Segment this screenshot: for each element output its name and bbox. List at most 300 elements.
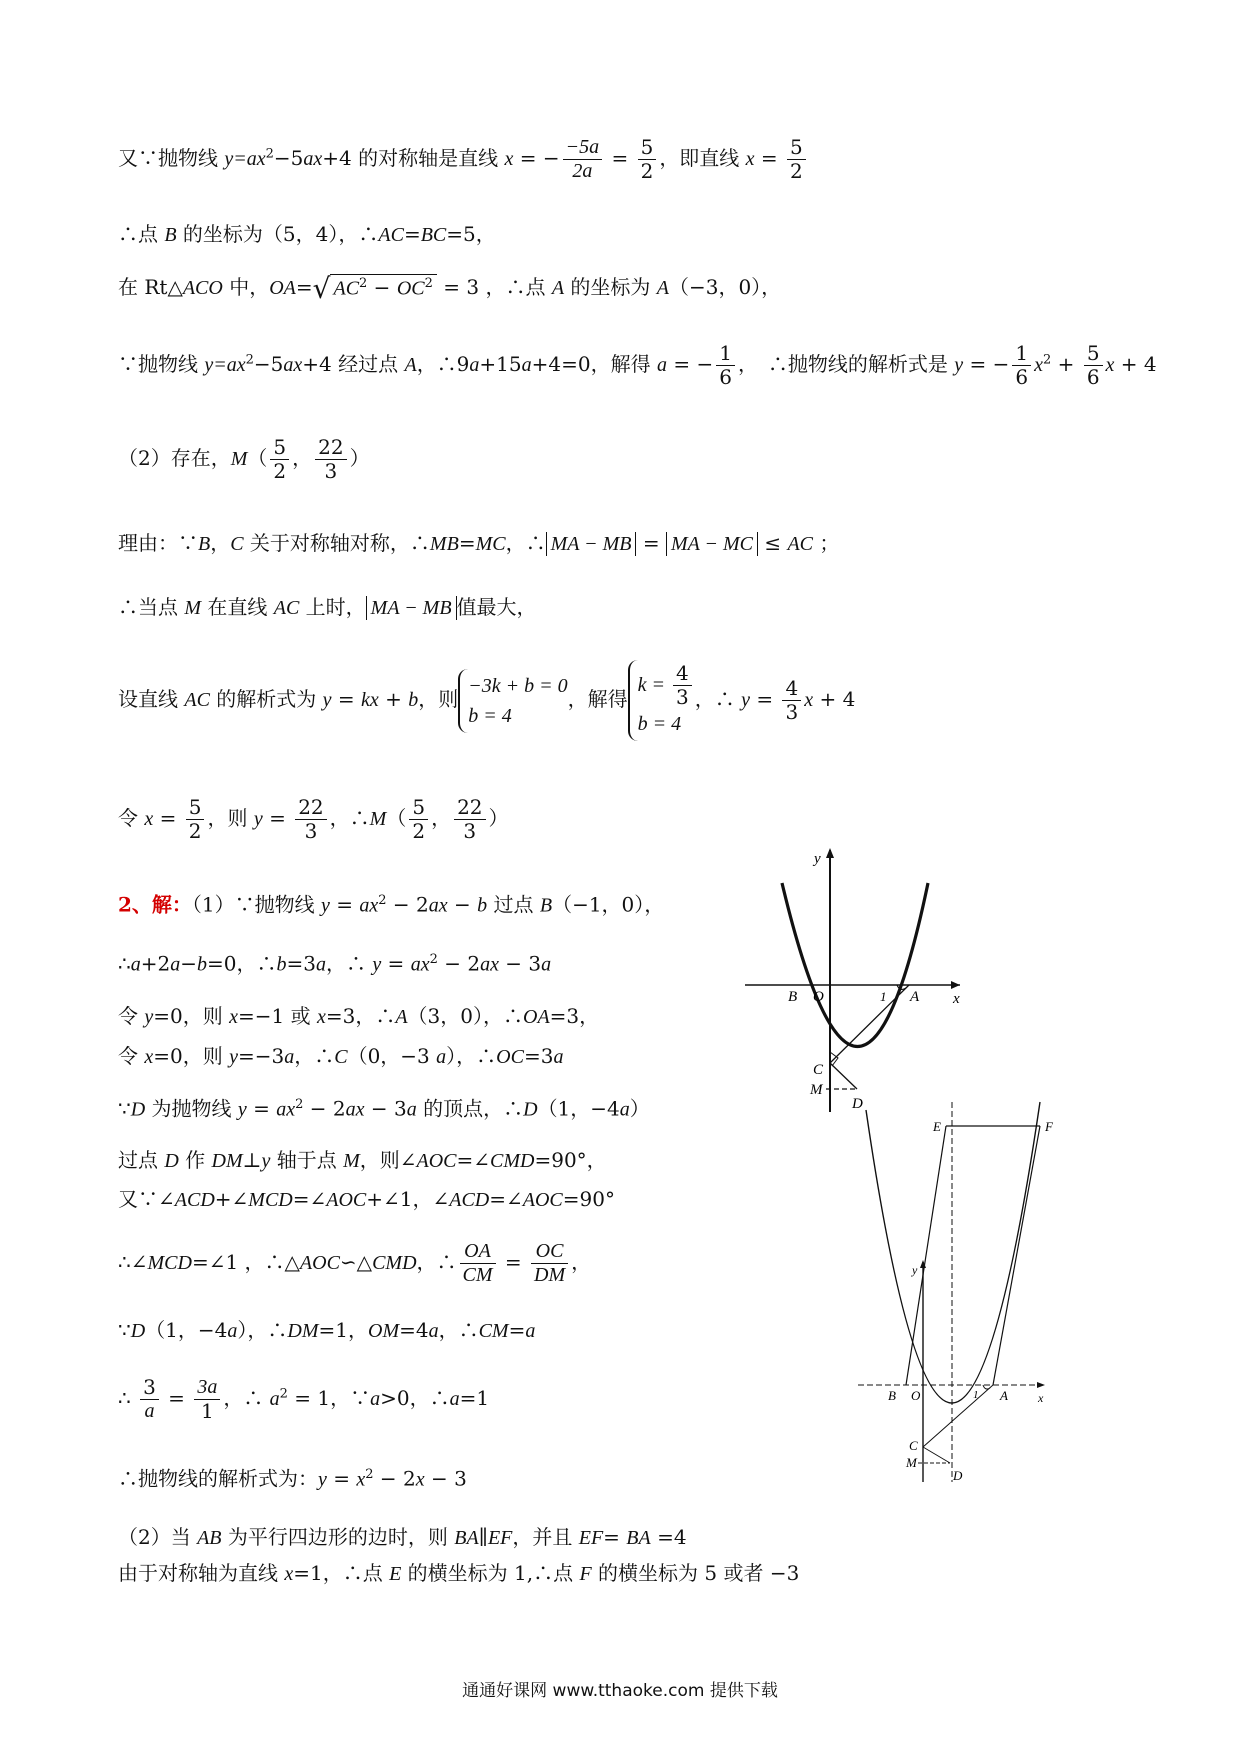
denominator: 6 (719, 365, 732, 389)
text: ） (629, 1096, 650, 1121)
var: CMD (490, 1150, 535, 1172)
var: MC (475, 533, 506, 555)
var: ax (345, 1098, 365, 1121)
var: MCD (248, 1189, 293, 1211)
var: y (372, 953, 382, 976)
sup: 2 (359, 276, 368, 291)
var: OA (523, 1006, 550, 1028)
text: = (605, 146, 635, 170)
text: ； (813, 531, 840, 555)
text: ，∴ (416, 1250, 457, 1274)
var: x (745, 148, 755, 170)
var: BA (454, 1527, 479, 1549)
var: A (656, 277, 669, 300)
var: C (334, 1046, 348, 1068)
var: ax (480, 953, 499, 976)
denominator: 1 (200, 1399, 214, 1423)
label-d: D (852, 1096, 863, 1112)
text: （2）当 (118, 1525, 198, 1549)
var: a (521, 354, 532, 376)
text: +∠ (214, 1187, 249, 1211)
segment-ac (923, 1385, 993, 1447)
text: = (246, 1096, 277, 1121)
var: x (1105, 354, 1115, 376)
text: ∴∠ (118, 1250, 148, 1274)
equation-system (458, 669, 567, 733)
label-f: F (1045, 1119, 1053, 1134)
var: a (406, 1098, 417, 1121)
text: 令 (118, 1044, 145, 1068)
text: 的坐标为（5，4），∴ (176, 222, 379, 246)
text: 上时， (299, 595, 366, 619)
sup: 2 (1043, 352, 1052, 368)
sup: 2 (429, 952, 438, 967)
text: ∵ (118, 1096, 131, 1121)
text: =∠ (292, 1187, 327, 1211)
var: A (551, 277, 565, 300)
x-axis-arrow (1037, 1382, 1045, 1388)
text: − (367, 275, 397, 300)
var: CM (478, 1320, 509, 1342)
numerator: 1 (1012, 342, 1031, 366)
fraction (409, 796, 428, 843)
text: − (180, 951, 197, 976)
text: =90° (562, 1187, 615, 1211)
text: 关于对称轴对称，∴ (243, 531, 430, 555)
text: ， (210, 531, 231, 555)
label-x: x (953, 991, 960, 1007)
denominator: 2 (188, 819, 202, 843)
text: 在 Rt△ (118, 275, 183, 300)
text: ，∴ (223, 1386, 270, 1410)
text: ，∴ (438, 1318, 479, 1342)
numerator: 5 (1084, 342, 1103, 366)
numerator: 3 (140, 1376, 159, 1400)
denominator: 3 (324, 459, 338, 483)
var: BC (420, 224, 447, 246)
text: ，并且 (512, 1525, 579, 1549)
var: y (741, 689, 750, 711)
var: D (164, 1150, 179, 1172)
var: AB (197, 1527, 222, 1549)
text: = (498, 1250, 528, 1274)
var: AOC (522, 1189, 563, 1211)
text: =0，∴ (206, 951, 277, 976)
label-o: O (813, 989, 824, 1005)
var: MCD (147, 1252, 192, 1274)
text: ⊥ (242, 1148, 262, 1172)
text: ），∴ (237, 1318, 288, 1342)
label-d: D (953, 1468, 963, 1483)
text: = − (666, 352, 714, 376)
equation-row: b = 4 (468, 704, 512, 727)
numerator: 1 (716, 342, 735, 366)
var: y (144, 1006, 154, 1028)
denominator: 2 (273, 459, 287, 483)
var: x (144, 808, 154, 830)
text: +4 的对称轴是直线 (322, 146, 505, 170)
var: D (130, 1098, 146, 1121)
numerator: OC (531, 1240, 568, 1264)
text: ，则 (207, 806, 254, 830)
numerator: 22 (315, 436, 346, 460)
var: kx (361, 689, 379, 711)
denominator: 3 (785, 700, 799, 724)
absolute-value: MA − MB (546, 532, 637, 556)
var: b (276, 953, 287, 976)
label-a: A (910, 989, 920, 1005)
var: k = (637, 674, 671, 696)
fraction (531, 1240, 568, 1287)
text: =4 (650, 1525, 687, 1549)
text: =4 (399, 1318, 429, 1342)
text: = (326, 1466, 357, 1491)
sup: 2 (378, 893, 387, 908)
numerator: 22 (454, 796, 485, 820)
text: − 2 (303, 1096, 346, 1121)
var: ax (303, 148, 323, 170)
var: E (389, 1563, 402, 1585)
fraction (315, 436, 346, 483)
denominator: CM (462, 1264, 493, 1286)
var: a (315, 953, 326, 976)
text: ，解得 (567, 687, 628, 711)
text: 轴于点 (270, 1148, 344, 1172)
fraction (270, 436, 289, 483)
text: （ (386, 806, 407, 830)
denominator: 3 (304, 819, 318, 843)
text: ， (292, 446, 313, 470)
fraction (638, 136, 657, 183)
var: A (404, 354, 417, 376)
var: AC (333, 277, 360, 300)
text: ，则 (418, 687, 459, 711)
angle-mark (983, 1385, 990, 1389)
absolute-value: MA − MB (366, 596, 457, 620)
text: − 2 (437, 951, 481, 976)
text: ∵ (118, 1318, 131, 1342)
var: y (322, 689, 332, 711)
text: 的横坐标为 1,∴点 (401, 1561, 580, 1585)
text: = − (513, 146, 560, 170)
var: a (656, 354, 667, 376)
line-18 (118, 1320, 535, 1341)
var: CMD (372, 1252, 417, 1274)
text: − 3 (424, 1466, 467, 1491)
label-o: O (911, 1388, 921, 1403)
text: =0，则 (153, 1044, 230, 1068)
denominator: 2 (412, 819, 426, 843)
var: a (370, 1388, 381, 1410)
text: ， (571, 1250, 592, 1274)
line-19 (118, 1376, 489, 1423)
text: ，∴ (329, 806, 370, 830)
text: ∽△ (339, 1250, 373, 1274)
fraction (460, 1240, 496, 1287)
label-1: 1 (973, 1389, 979, 1401)
x-axis-arrow (951, 981, 960, 989)
var: y (954, 354, 964, 376)
text: ，∴ (694, 687, 742, 711)
var: a (436, 1046, 447, 1068)
equation-row (638, 662, 695, 709)
text: = (161, 1386, 192, 1410)
fraction (673, 662, 692, 709)
text: = (754, 146, 785, 170)
var: C (230, 533, 244, 555)
equation-row: −3k + b = 0 (468, 674, 568, 697)
var: MB (429, 533, 459, 555)
fraction (454, 796, 485, 843)
var: a (284, 1046, 295, 1068)
fraction (563, 136, 603, 183)
label-m: M (810, 1082, 823, 1098)
text: ） (349, 446, 370, 470)
text: = (403, 222, 421, 246)
line-6 (118, 532, 839, 556)
label-b: B (788, 989, 798, 1005)
numerator: 5 (787, 136, 806, 160)
var: M (184, 597, 202, 619)
var: a (469, 354, 480, 376)
numerator: OA (460, 1240, 496, 1264)
var: ax (283, 354, 303, 376)
figure-1-parabola-graph (740, 845, 980, 1125)
text: （1，−4 (145, 1318, 228, 1342)
text: =3 (286, 951, 316, 976)
line-16 (118, 1189, 615, 1210)
text: + (1051, 352, 1081, 376)
var: x (1034, 354, 1044, 376)
text: ， ∴抛物线的解析式是 (737, 352, 955, 376)
var: DM (287, 1320, 319, 1342)
text: −5 (253, 352, 284, 376)
line-12 (118, 1006, 599, 1027)
text: 令 (118, 1004, 145, 1028)
text: 中， (222, 275, 270, 300)
text: 由于对称轴为直线 (118, 1561, 285, 1585)
parabola-curve (866, 1102, 1040, 1403)
y-axis-arrow (826, 848, 834, 858)
equation-row: b = 4 (637, 713, 682, 735)
var: a (525, 1320, 536, 1342)
text: =∠1 ，∴△ (191, 1250, 300, 1274)
var: y=ax (224, 148, 266, 170)
var: x (804, 689, 814, 711)
text: =3，∴ (325, 1004, 396, 1028)
var: B (164, 224, 177, 246)
var: x (284, 1563, 294, 1585)
text: =90°， (534, 1148, 607, 1172)
var: a (269, 1388, 280, 1410)
denominator: 6 (1015, 365, 1029, 389)
text: 设直线 (118, 687, 185, 711)
var: b (196, 953, 207, 976)
var: x (415, 1468, 425, 1491)
text: 又∵抛物线 (118, 146, 225, 170)
sup: 2 (245, 352, 254, 368)
var: a (553, 1046, 564, 1068)
text: +2 (140, 951, 171, 976)
text: = (636, 531, 666, 555)
line-5 (118, 436, 370, 483)
sup: 2 (279, 1386, 288, 1402)
label-a: A (1000, 1388, 1008, 1403)
numerator: 5 (638, 136, 657, 160)
numerator: 5 (186, 796, 205, 820)
denominator: a (144, 1400, 155, 1422)
var: a (170, 953, 181, 976)
var: y (321, 894, 330, 917)
var: a (428, 1320, 439, 1342)
text: （0，−3 (347, 1044, 437, 1068)
text: 的横坐标为 5 或者 −3 (591, 1561, 800, 1585)
text: +4 经过点 (302, 352, 405, 376)
var: y (229, 1046, 238, 1068)
var: ACD (174, 1189, 215, 1211)
text: ∴ (118, 951, 131, 976)
line-8 (118, 660, 855, 741)
var: a (227, 1320, 238, 1342)
text: ∵抛物线 (118, 352, 205, 376)
sup: 2 (265, 146, 274, 162)
var: OM (368, 1320, 400, 1342)
text: − 2 (386, 892, 429, 917)
text: 值最大， (456, 595, 537, 619)
var: ax (359, 894, 379, 917)
fraction (194, 1376, 220, 1423)
label-m: M (906, 1455, 917, 1470)
var: AC (184, 689, 210, 711)
text: （−3，0）， (668, 275, 782, 300)
var: AOC (326, 1189, 367, 1211)
numerator: 4 (673, 662, 692, 686)
text: = 3 ，∴点 (436, 275, 552, 300)
text: = (603, 1525, 627, 1549)
text: + (378, 687, 409, 711)
line-13 (118, 1046, 563, 1067)
text: +∠1，∠ (366, 1187, 450, 1211)
denominator: 3 (676, 685, 689, 709)
var: M (369, 808, 387, 830)
var: EF (578, 1527, 604, 1549)
var: a (449, 1388, 460, 1410)
label-y: y (912, 1263, 918, 1277)
text: 为抛物线 (145, 1096, 238, 1121)
text: =0，则 (153, 1004, 230, 1028)
radicand (330, 274, 436, 299)
text: = (458, 531, 476, 555)
var: D (523, 1098, 538, 1121)
text: ∴当点 (118, 595, 185, 619)
var: a (619, 1098, 630, 1121)
denominator: 2 (640, 159, 654, 183)
text: ∥ (478, 1525, 488, 1549)
text: = (153, 806, 183, 830)
text: = (295, 275, 313, 300)
line-3 (118, 272, 782, 306)
text: = (262, 806, 293, 830)
text: =−1 或 (237, 1004, 317, 1028)
page-footer: 通通好课网 www.tthaoke.com 提供下载 (462, 1681, 778, 1701)
label-1: 1 (880, 989, 887, 1004)
text: =1 (459, 1386, 490, 1410)
text: −5 (273, 146, 304, 170)
text: +15 (479, 352, 522, 376)
line-2 (118, 224, 496, 245)
fraction (186, 796, 205, 843)
text: ∴ (118, 1386, 138, 1410)
label-c: C (909, 1438, 918, 1453)
text: ∴点 (118, 222, 165, 246)
var: a (130, 953, 141, 976)
numerator: 22 (295, 796, 326, 820)
text: 理由：∵ (118, 531, 198, 555)
numerator: −5a (563, 136, 603, 160)
line-11 (118, 953, 551, 975)
var: AOC (416, 1150, 457, 1172)
text: = (331, 687, 362, 711)
sup: 2 (295, 1097, 304, 1112)
text: （−1，0）， (552, 892, 665, 917)
parabola-curve (782, 883, 928, 1047)
solution-heading: 2、解： (118, 892, 192, 917)
segment-cd (830, 1063, 857, 1089)
segment-eb (906, 1126, 946, 1385)
numerator: 5 (409, 796, 428, 820)
solution-system (628, 660, 695, 741)
var: OC (496, 1046, 524, 1068)
fraction (787, 136, 806, 183)
text: ），∴ (446, 1044, 497, 1068)
text: ，∴ (505, 531, 546, 555)
var: EF (487, 1527, 513, 1549)
numerator: 3a (194, 1376, 220, 1400)
line-9 (118, 796, 509, 843)
line-10 (118, 894, 664, 916)
square-root (312, 272, 437, 306)
line-22 (118, 1563, 799, 1584)
var: ax (410, 953, 430, 976)
segment-fa (993, 1126, 1040, 1385)
text: ， (431, 806, 452, 830)
text: = (750, 687, 780, 711)
sup: 2 (365, 1467, 374, 1482)
text: =∠ (456, 1148, 491, 1172)
denominator: 6 (1086, 365, 1100, 389)
fraction (716, 342, 735, 389)
var: x (356, 1468, 366, 1491)
text: ，则∠ (359, 1148, 417, 1172)
var: A (395, 1006, 408, 1028)
text: =1， (318, 1318, 368, 1342)
denominator: 2 (790, 159, 803, 183)
text: − 3 (364, 1096, 407, 1121)
var: y (261, 1150, 271, 1172)
var: M (230, 448, 248, 470)
text: = (508, 1318, 526, 1342)
text: + 4 (813, 687, 856, 711)
text: = − (963, 352, 1010, 376)
line-1 (118, 136, 809, 183)
text: 过点 (487, 892, 540, 917)
fraction (782, 677, 801, 724)
text: =5， (446, 222, 496, 246)
text: 过点 (118, 1148, 165, 1172)
text: ，即直线 (659, 146, 746, 170)
line-14 (118, 1098, 650, 1120)
figure-2-parallelogram-graph (850, 1100, 1070, 1485)
